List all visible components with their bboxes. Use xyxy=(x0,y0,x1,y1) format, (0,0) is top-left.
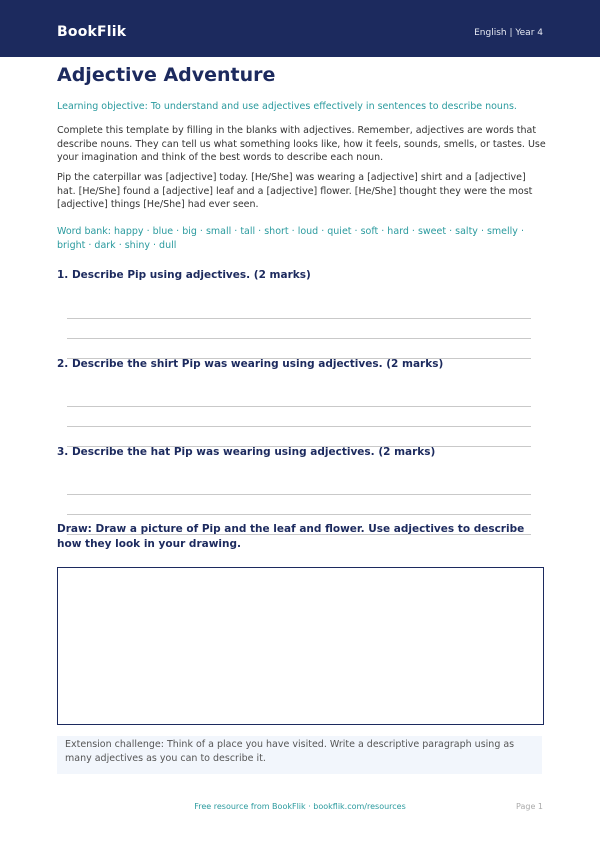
footer-credit: Free resource from BookFlik · bookflik.com/resources xyxy=(194,802,406,811)
answer-line[interactable] xyxy=(67,514,531,515)
page-title: Adjective Adventure xyxy=(57,64,276,86)
story-template-paragraph: Pip the caterpillar was [adjective] today. [He/She] was wearing a [adjective] shirt and a [adjective] hat. [He/She] found a [adjective] leaf and a [adjective] flower. [He/She] thought they were the most [adjective] things [He/She] had ever seen. xyxy=(57,172,533,210)
brand-logo-text: BookFlik xyxy=(57,24,127,40)
answer-line[interactable] xyxy=(67,338,531,339)
answer-line[interactable] xyxy=(67,406,531,407)
instructions-paragraph: Complete this template by filling in the blanks with adjectives. Remember, adjectives are words that describe nouns. They can tell us what something looks like, how it feels, sounds, smells, or tastes. Use your imagination and think of the best words to describe each noun. xyxy=(57,125,546,163)
page-number: Page 1 xyxy=(516,802,543,811)
draw-prompt: Draw: Draw a picture of Pip and the leaf and flower. Use adjectives to describe how they look in your drawing. xyxy=(57,523,525,550)
answer-line[interactable] xyxy=(67,494,531,495)
question-3: 3. Describe the hat Pip was wearing using adjectives. (2 marks) xyxy=(57,446,436,458)
answer-line[interactable] xyxy=(67,426,531,427)
answer-line[interactable] xyxy=(67,318,531,319)
extension-challenge: Extension challenge: Think of a place you have visited. Write a descriptive paragraph using as many adjectives as you can to describe it. xyxy=(57,736,542,774)
subject-year-label: English | Year 4 xyxy=(474,28,543,38)
question-2: 2. Describe the shirt Pip was wearing using adjectives. (2 marks) xyxy=(57,358,444,370)
learning-objective: Learning objective: To understand and use adjectives effectively in sentences to describe nouns. xyxy=(57,101,517,112)
word-bank: Word bank: happy · blue · big · small · tall · short · loud · quiet · soft · hard · sweet · salty · smelly · bright · dark · shiny · dull xyxy=(57,226,524,251)
page-header xyxy=(0,0,600,57)
question-1: 1. Describe Pip using adjectives. (2 marks) xyxy=(57,269,311,281)
drawing-box[interactable] xyxy=(57,567,544,725)
